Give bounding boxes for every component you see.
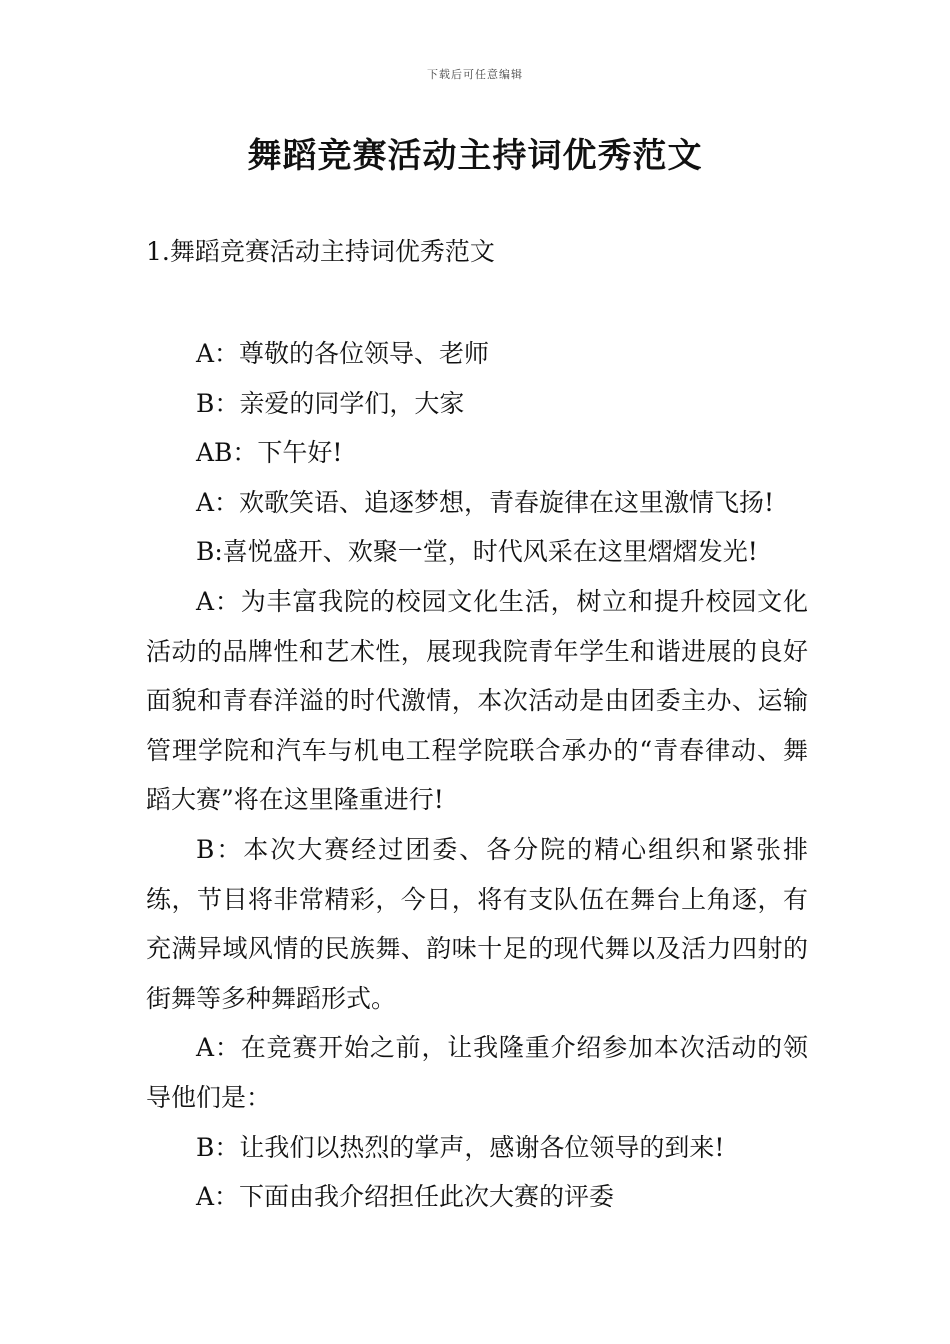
header-note: 下载后可任意编辑 xyxy=(427,68,523,81)
paragraph: A：尊敬的各位领导、老师 xyxy=(196,339,490,368)
document-title: 舞蹈竞赛活动主持词优秀范文 xyxy=(247,136,703,176)
paragraph: A：在竞赛开始之前，让我隆重介绍参加本次活动的领导他们是： xyxy=(146,1033,808,1112)
paragraph: A：欢歌笑语、追逐梦想，青春旋律在这里激情飞扬! xyxy=(196,487,775,517)
paragraph: AB：下午好! xyxy=(196,438,343,468)
document-body xyxy=(146,329,808,1222)
paragraph: A：下面由我介绍担任此次大赛的评委 xyxy=(196,1182,615,1212)
paragraph: A：为丰富我院的校园文化生活，树立和提升校园文化活动的品牌性和艺术性，展现我院青年学生和谐进展的良好面貌和青春洋溢的时代激情，本次活动是由团委主办、运输管理学院和汽车与机电工程学院联合承办的“青春律动、舞蹈大赛”将在这里隆重进行! xyxy=(146,586,808,815)
paragraph: B：本次大赛经过团委、各分院的精心组织和紧张排练，节目将非常精彩，今日，将有支队伍在舞台上角逐，有充满异域风情的民族舞、韵味十足的现代舞以及活力四射的街舞等多种舞蹈形式。 xyxy=(146,834,808,1013)
paragraph: B:喜悦盛开、欢聚一堂，时代风采在这里熠熠发光! xyxy=(196,537,758,567)
paragraph: B：亲爱的同学们，大家 xyxy=(196,388,465,418)
section-heading: 1.舞蹈竞赛活动主持词优秀范文 xyxy=(146,237,495,266)
paragraph: B：让我们以热烈的掌声，感谢各位领导的到来! xyxy=(196,1132,725,1162)
